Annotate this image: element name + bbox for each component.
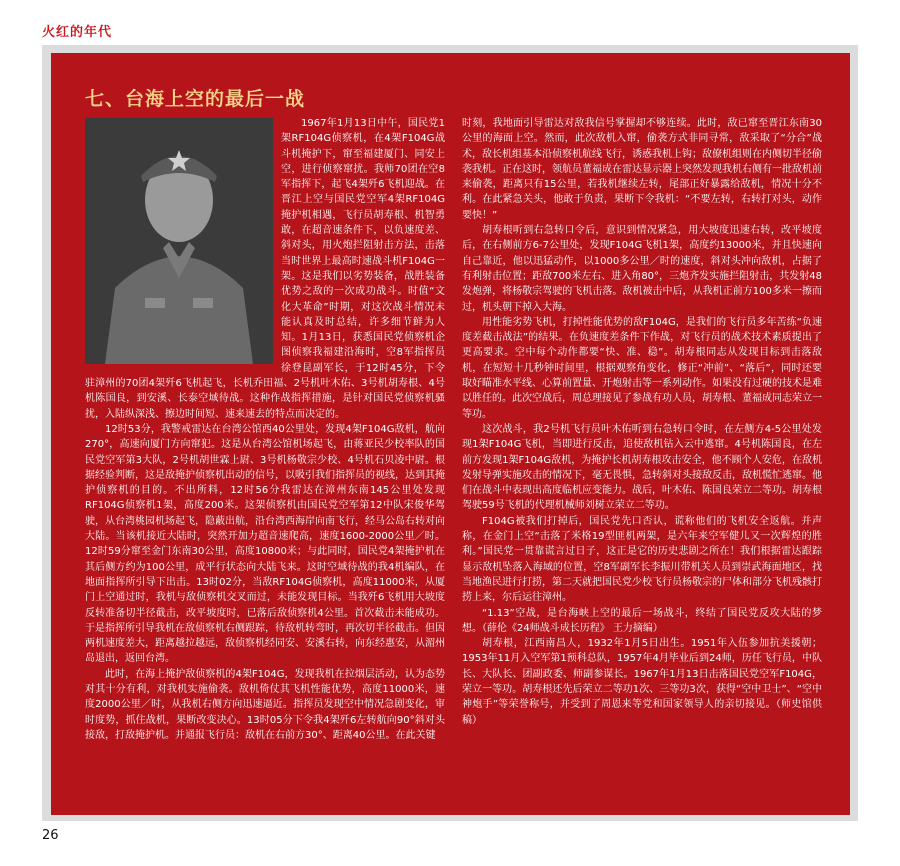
paragraph: 1967年1月13日中午，国民党1架RF104G侦察机，在4架F104G战斗机掩护下，窜至福建厦门、同安上空，进行侦察窜扰。我师70团在空8军指挥下，起飞4架歼6飞机迎战。在晋江上空与国民党空军4架RF104G掩护机相遇，飞行员胡寿根、机智勇敢，在超音速条件下，以负速度差、斜对头，用火炮拦阻射击方法，击落当时世界上最高时速战斗机F104G一架。这是我们以劣势装备，战胜装备优势之敌的一次成功战斗。时值“文化大革命”时期，对这次战斗情况未能认真及时总结，许多细节鲜为人知。1月13日，获悉国民党侦察机企图侦察我福建沿海时，空8军指挥员徐登昆副军长，于12时45分，下令驻漳州的70团4架歼6飞机起飞，长机乔田福、2号机叶木佑、3号机胡寿根、4号机陈国良，到安溪、长泰空域待战。这种作战指挥措施，是针对国民党侦察机骚扰，入陆纵深浅、擦边时间短、速来速去的特点而决定的。 <box>85 118 445 420</box>
masthead-title: 火红的年代 <box>42 25 113 40</box>
right-column <box>462 116 822 728</box>
paragraph: 胡寿根听到右急转口令后，意识到情况紧急，用大坡度迅速右转，改平坡度后，在右侧前方6-7公里处，发现F104G飞机1架，高度约13000米，并且快速向自己靠近，他以迅猛动作，以1000多公里／时的速度，斜对头冲向敌机，占据了有利射击位置；距敌700米左右、进入角80°，三炮齐发实施拦阻射击，共发射48发炮弹，将杨敬宗驾驶的飞机击落。敌机被击中后，从我机正前方100多米一擦而过，机头朝下掉入大海。 <box>462 225 822 313</box>
paragraph: 12时53分，我警戒雷达在台湾公馆西40公里处，发现4架F104G敌机，航向270°，高速向厦门方向窜犯。这是从台湾公馆机场起飞，由蒋亚民少校率队的国民党空军第3大队，2号机胡世霖上尉、3号机杨敬宗少校、4号机石贝凌中尉。根据经验判断，这是敌掩护侦察机出动的信号，以吸引我们指挥员的视线，达到其掩护侦察机的目的。不出所料，12时56分我雷达在漳州东南145公里处发现RF104G侦察机1架，高度200米。这架侦察机由国民党空军第12中队宋俊华驾驶，从台湾桃园机场起飞，隐蔽出航，沿台湾西海岸向南飞行，经马公岛右转对向大陆。当该机接近大陆时，突然开加力超音速爬高，速度1600-2000公里／时。12时59分窜至金门东南30公里，高度10800米；与此同时，国民党4架掩护机在其后侧方约为100公里，成平行状态向大陆飞来。这时空域待战的我4机编队，在地面指挥所引导下出击。13时02分，当敌RF104G侦察机，高度11000米，从厦门上空通过时，我机与敌侦察机交叉而过，未能发现目标。当我歼6飞机用大坡度反转准备切半径截击，改平坡度时，已落后敌侦察机4公里。首次截击未能成功。于是指挥所引导我机在敌侦察机右侧跟踪，待敌机转弯时，再次切半径截击。但因两机速度差大，距离越拉越远，敌侦察机经同安、安溪右转，向东经惠安，从湄州岛退出，返回台湾。 <box>85 423 445 665</box>
page-number: 26 <box>42 828 59 843</box>
left-column <box>85 116 445 743</box>
paragraph: 胡寿根，江西南昌人，1932年1月5日出生。1951年入伍参加抗美援朝；1953年11月入空军第1预科总队，1957年4月毕业后到24师，历任飞行员，中队长、大队长、团副政委、师副参谋长。1967年1月13日击落国民党空军F104G，荣立一等功。胡寿根还先后荣立二等功1次、三等功3次，获得“空中卫士”、“空中神炮手”等荣誉称号，并受到了周恩来等党和国家领导人的亲切接见。（师史馆供稿） <box>462 638 822 726</box>
paragraph: 此时，在海上掩护敌侦察机的4架F104G，发现我机在拉烟层活动，认为态势对其十分有利，对我机实施偷袭。敌机倚仗其飞机性能优势，高度11000米，速度2000公里／时，从我机右侧方向迅速逼近。指挥员发现空中情况急剧变化，审时度势，抓住战机，果断改变决心。13时05分下令我4架歼6左转航向90°斜对头接敌，打敌掩护机。并通报飞行员：敌机在右前方30°、距离40公里。在此关键 <box>85 668 445 741</box>
article-title: 七、台海上空的最后一战 <box>85 88 306 110</box>
paragraph: F104G被我们打掉后，国民党先口否认，谎称他们的飞机安全返航。并声称，在金门上空“击落了米格19型匪机两架，是六年来空军健儿又一次辉煌的胜利。”国民党一贯靠谎言过日子，这正是它的历史悲剧之所在！我们根据雷达跟踪显示敌机坠落入海域的位置，空8军副军长李振川带机关人员到崇武海面地区，找当地渔民进行打捞，第二天就把国民党少校飞行员杨敬宗的尸体和部分飞机残骸打捞上来，尔后运往漳州。 <box>462 515 822 604</box>
photo-spacer <box>85 116 281 366</box>
paragraph: 时刻，我地面引导雷达对敌我信号掌握却不够连续。此时，敌已窜至晋江东南30公里的海面上空。然而，此次敌机入窜，偷袭方式非同寻常，敌采取了“分合”战术，敌长机组基本沿侦察机航线飞行，诱惑我机上钩；敌僚机组则在内侧切半径偷袭我机。正在这时，领航员董福成在雷达显示器上突然发现我机右侧有一批敌机前来偷袭，距离只有15公里，若我机继续左转，尾部正好暴露给敌机，情况十分不利。在此紧急关头，他敢于负责，果断下令我机：“不要左转，右转打对头，动作要快！” <box>462 118 822 221</box>
paragraph: 这次战斗，我2号机飞行员叶木佑听到右急转口令时，在左侧方4-5公里处发现1架F104G飞机，当即进行反击，追使敌机钻入云中逃窜。4号机陈国良，在左前方发现1架F104G敌机，为掩护长机胡寿根攻击安全，他不顾个人安危，在敌机发射导弹实施攻击的情况下，毫无畏惧，急转斜对头接敌反击，敌机慌忙逃窜。他们在战斗中表现出高度临机应变能力。战后，叶木佑、陈国良荣立二等功。胡寿根驾驶59号飞机的代理机械师刘树立荣立二等功。 <box>462 423 822 512</box>
paragraph: “1.13”空战，是台海峡上空的最后一场战斗，终结了国民党反攻大陆的梦想。（薛伦《24师战斗成长历程》 王力摘编） <box>462 607 822 634</box>
paragraph: 用性能劣势飞机，打掉性能优势的敌F104G，是我们的飞行员多年苦练“负速度差截击战法”的结果。在负速度差条件下作战，对飞行员的战术技术素质提出了更高要求。空中每个动作都要“快、准、稳”。胡寿根同志从发现目标到击落敌机，在短短十几秒钟时间里，根据观察角变化，修正“冲前”、“落后”，同时还要取好瞄准水平线、心算前置量、开炮射击等一系列动作。如果没有过硬的技术是难以胜任的。此次空战后，周总理接见了参战有功人员，胡寿根、董福成同志荣立一等功。 <box>462 316 822 420</box>
